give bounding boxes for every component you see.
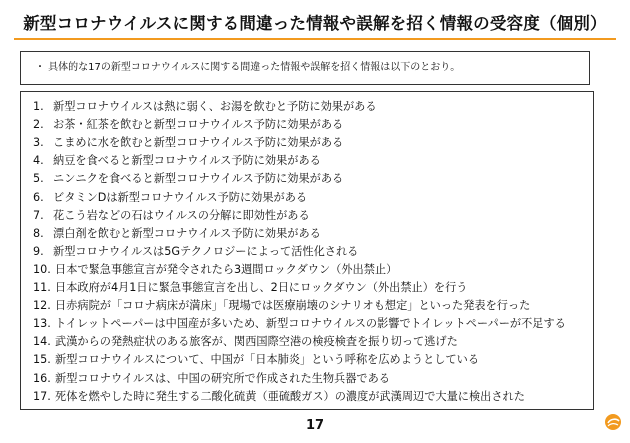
- summary-text: ・ 具体的な17の新型コロナウイルスに関する間違った情報や誤解を招く情報は以下のとおり。: [35, 62, 461, 73]
- list-item: [33, 333, 458, 351]
- list-item-text: ビタミンDは新型コロナウイルス予防に効果がある: [53, 190, 308, 204]
- list-item: [33, 98, 377, 116]
- list-item-text: こまめに水を飲むと新型コロナウイルス予防に効果がある: [53, 136, 344, 150]
- list-item: [33, 170, 343, 188]
- list-item-number: 2.: [33, 118, 44, 132]
- list-item-text: 漂白剤を飲むと新型コロナウイルス予防に効果がある: [53, 226, 321, 240]
- list-item-text: 死体を燃やした時に発生する二酸化硫黄（亜硫酸ガス）の濃度が武漢周辺で大量に検出された: [55, 389, 525, 403]
- list-item-text: 新型コロナウイルスについて、中国が「日本肺炎」という呼称を広めようとしている: [55, 353, 480, 367]
- list-item: [33, 351, 479, 369]
- list-item-number: 8.: [33, 226, 44, 240]
- list-item-text: トイレットペーパーは中国産が多いため、新型コロナウイルスの影響でトイレットペーパーが不足する: [55, 317, 566, 331]
- title-underline: [14, 38, 616, 40]
- list-item-number: 14.: [33, 335, 51, 349]
- list-item: [33, 152, 321, 170]
- list-item-number: 4.: [33, 154, 44, 168]
- list-item: [33, 134, 343, 152]
- list-item-number: 11.: [33, 281, 51, 294]
- list-item: [33, 370, 390, 388]
- list-item-number: 1.: [33, 100, 44, 113]
- list-item: [33, 388, 525, 406]
- list-item: [33, 315, 566, 333]
- summary-box: [20, 51, 590, 85]
- list-item-text: お茶・紅茶を飲むと新型コロナウイルス予防に効果がある: [53, 118, 344, 132]
- page-number: 17: [305, 418, 325, 433]
- list-item-number: 7.: [33, 208, 44, 222]
- page-title: 新型コロナウイルスに関する間違った情報や誤解を招く情報の受容度（個別）: [23, 14, 607, 33]
- list-item-number: 13.: [33, 317, 51, 331]
- list-item: [33, 243, 358, 261]
- list-item-number: 5.: [33, 172, 44, 186]
- list-item-text: 新型コロナウイルスは5Gテクノロジーによって活性化される: [53, 244, 359, 258]
- list-item-number: 3.: [33, 136, 44, 150]
- list-item: [33, 297, 530, 315]
- list-item-text: 武漢からの発熱症状のある旅客が、関西国際空港の検疫検査を振り切って逃げた: [55, 335, 458, 349]
- list-item-text: 花こう岩などの石はウイルスの分解に即効性がある: [53, 208, 310, 222]
- list-item-text: 新型コロナウイルスは、中国の研究所で作成された生物兵器である: [55, 371, 390, 385]
- list-item: [33, 225, 321, 243]
- list-item-text: 日本政府が4月1日に緊急事態宣言を出し、2日にロックダウン（外出禁止）を行う: [55, 281, 468, 294]
- list-item-text: 日本で緊急事態宣言が発令されたら3週間ロックダウン（外出禁止）: [55, 262, 398, 276]
- list-item-text: ニンニクを食べると新型コロナウイルス予防に効果がある: [53, 172, 344, 186]
- logo-icon: [604, 413, 622, 431]
- list-item-number: 6.: [33, 190, 44, 204]
- list-item-number: 15.: [33, 353, 51, 367]
- list-item-number: 16.: [33, 371, 51, 385]
- list-item-number: 12.: [33, 299, 51, 313]
- list-item: [33, 207, 310, 225]
- list-item-number: 9.: [33, 244, 44, 258]
- list-item: [33, 116, 343, 134]
- list-item-text: 日赤病院が「コロナ病床が満床」「現場では医療崩壊のシナリオも想定」といった発表を行った: [55, 299, 531, 313]
- list-item: [33, 279, 467, 297]
- list-item: [33, 189, 307, 207]
- misinformation-list: [20, 91, 594, 410]
- list-item-number: 10.: [33, 262, 51, 276]
- list-item-number: 17.: [33, 389, 51, 403]
- list-item: [33, 261, 397, 279]
- list-item-text: 新型コロナウイルスは熱に弱く、お湯を飲むと予防に効果がある: [53, 100, 377, 113]
- list-item-text: 納豆を食べると新型コロナウイルス予防に効果がある: [53, 154, 321, 168]
